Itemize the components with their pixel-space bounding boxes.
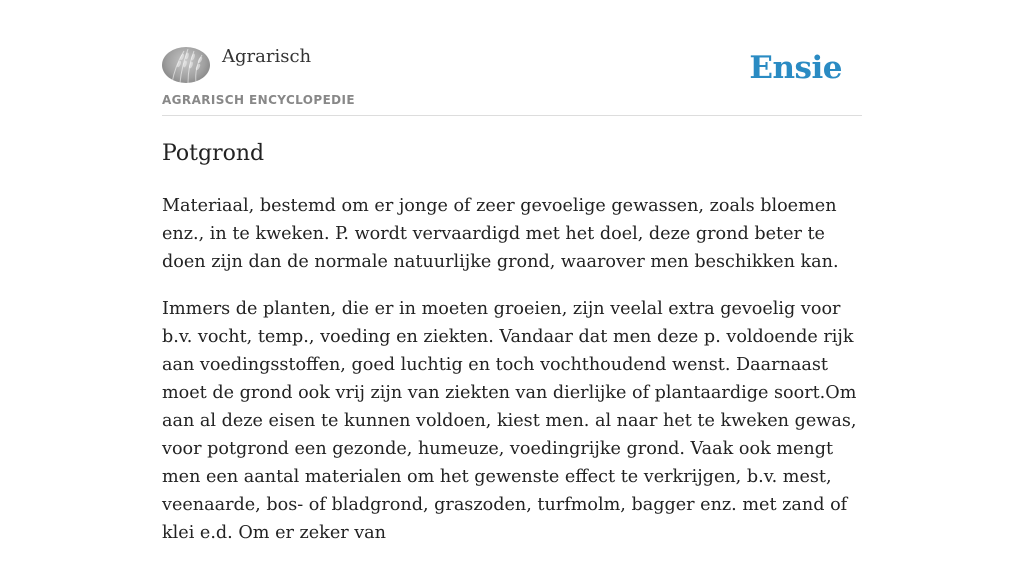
source-name[interactable]: Agrarisch [222,46,312,67]
article-page [162,0,862,543]
wheat-icon [162,47,210,83]
page-title: Potgrond [162,141,265,166]
source-avatar[interactable] [162,47,210,83]
article-body [162,192,862,566]
source-subtitle[interactable]: AGRARISCH ENCYCLOPEDIE [162,93,355,107]
article-paragraph: Immers de planten, die er in moeten groeien, zijn veelal extra gevoelig voor b.v. vocht, temp., voeding en ziekten. Vandaar dat men deze p. voldoende rijk aan voedingsstoffen, goed luchtig en toch vochthoudend wenst. Daarnaast moet de grond ook vrij zijn van ziekten van dierlijke of plantaardige soort.Om aan al deze eisen te kunnen voldoen, kiest men. al naar het te kweken gewas, voor potgrond een gezonde, humeuze, voedingrijke grond. Vaak ook mengt men een aantal materialen om het gewenste effect te verkrijgen, b.v. mest, veenaarde, bos- of bladgrond, graszoden, turfmolm, bagger enz. met zand of klei e.d. Om er zeker van [162,299,857,543]
brand-logo[interactable]: Ensie [749,50,842,86]
article-paragraph: Materiaal, bestemd om er jonge of zeer gevoelige gewassen, zoals bloemen enz., in te kweken. P. wordt vervaardigd met het doel, deze grond beter te doen zijn dan de normale natuurlijke grond, waarover men beschikken kan. [162,196,839,272]
article-header [162,0,862,116]
